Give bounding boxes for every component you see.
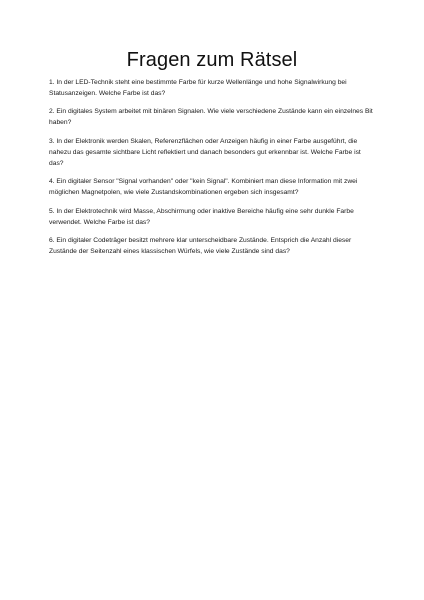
- question-item: 4. Ein digitaler Sensor "Signal vorhanden" oder "kein Signal". Kombiniert man diese Information mit zwei möglichen Magnetpolen, wie viele Zustandskombinationen ergeben sich insgesamt?: [49, 178, 358, 197]
- question-item: 3. In der Elektronik werden Skalen, Referenzflächen oder Anzeigen häufig in einer Farbe ausgeführt, die nahezu das gesamte sichtbare Licht reflektiert und danach besonders gut erkennbar ist. Welche Farbe ist das?: [49, 137, 361, 167]
- question-list: [49, 77, 375, 264]
- question-item: 5. In der Elektrotechnik wird Masse, Abschirmung oder inaktive Bereiche häufig eine sehr dunkle Farbe verwendet. Welche Farbe ist das?: [49, 207, 354, 226]
- page-title: Fragen zum Rätsel: [126, 49, 298, 71]
- question-item: 2. Ein digitales System arbeitet mit binären Signalen. Wie viele verschiedene Zustände kann ein einzelnes Bit haben?: [49, 108, 373, 127]
- question-item: 6. Ein digitaler Codeträger besitzt mehrere klar unterscheidbare Zustände. Entsprich die Anzahl dieser Zustände der Seitenzahl eines klassischen Würfels, wie viele Zustände sind das?: [49, 236, 352, 255]
- question-item: 1. In der LED-Technik steht eine bestimmte Farbe für kurze Wellenlänge und hohe Signalwirkung bei Statusanzeigen. Welche Farbe ist das?: [49, 79, 347, 97]
